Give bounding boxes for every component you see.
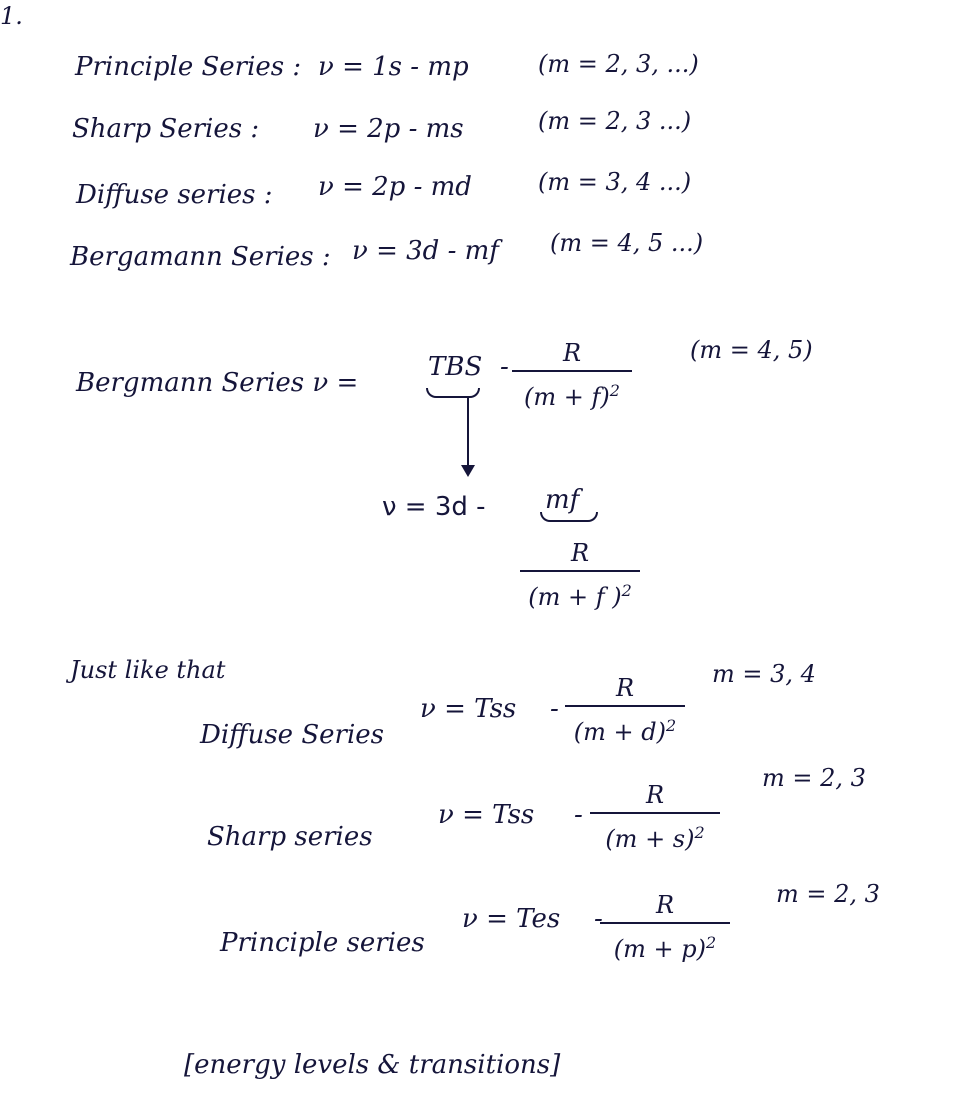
diffuse-label: Diffuse Series xyxy=(200,720,384,750)
sharp-minus: - xyxy=(574,800,583,830)
just-like-that: Just like that xyxy=(70,656,226,684)
diffuse-minus: - xyxy=(550,694,559,724)
bergmann-denominator: $(m + f)^2$ xyxy=(524,381,620,411)
series-range-bergamann: (m = 4, 5 ...) xyxy=(550,229,704,257)
fraction-bar xyxy=(590,812,720,814)
diffuse-lhs: ν = Tss xyxy=(420,694,517,724)
bergmann-range: (m = 4, 5) xyxy=(690,336,813,364)
bergmann-term: TBS xyxy=(428,352,483,382)
principle-range: m = 2, 3 xyxy=(776,880,880,908)
principle-lhs: ν = Tes xyxy=(462,904,561,934)
question-number: 1. xyxy=(0,2,23,30)
fraction-bar xyxy=(512,370,632,372)
bergmann-sub-fraction xyxy=(520,538,640,612)
diffuse-denominator: $(m + d)^2$ xyxy=(573,716,677,746)
diffuse-numerator: R xyxy=(615,674,635,702)
bergmann-sub-numerator: R xyxy=(570,539,590,567)
diffuse-range: m = 3, 4 xyxy=(712,660,816,688)
principle-minus: - xyxy=(594,904,603,934)
bergmann-numerator: R xyxy=(562,339,582,367)
footer-note: [energy levels & transitions] xyxy=(184,1050,561,1080)
series-formula-principle: ν = 1s - mp xyxy=(318,52,469,82)
series-name-bergamann: Bergamann Series : xyxy=(70,242,331,272)
series-formula-diffuse: ν = 2p - md xyxy=(318,172,472,202)
fraction-bar xyxy=(565,705,685,707)
fraction-bar xyxy=(520,570,640,572)
series-range-principle: (m = 2, 3, ...) xyxy=(538,50,699,78)
series-name-diffuse: Diffuse series : xyxy=(76,180,273,210)
bergmann-label: Bergmann Series ν = xyxy=(76,368,359,398)
bergmann-second-term: mf xyxy=(545,485,580,515)
series-formula-sharp: ν = 2p - ms xyxy=(313,114,464,144)
series-name-principle: Principle Series : xyxy=(75,52,302,82)
bergmann-second-term-brace xyxy=(540,512,598,522)
sharp-numerator: R xyxy=(645,781,665,809)
fraction-bar xyxy=(600,922,730,924)
sharp-denominator: $(m + s)^2$ xyxy=(605,823,705,853)
principle-fraction xyxy=(600,890,730,964)
diffuse-fraction xyxy=(565,673,685,747)
sharp-lhs: ν = Tss xyxy=(438,800,535,830)
bergmann-term-underline xyxy=(426,388,480,398)
principle-label: Principle series xyxy=(220,928,425,958)
principle-numerator: R xyxy=(655,891,675,919)
sharp-fraction xyxy=(590,780,720,854)
sharp-range: m = 2, 3 xyxy=(762,764,866,792)
bergmann-fraction xyxy=(512,338,632,412)
sharp-label: Sharp series xyxy=(207,822,373,852)
series-name-sharp: Sharp Series : xyxy=(72,114,260,144)
principle-denominator: $(m + p)^2$ xyxy=(613,933,717,963)
series-range-sharp: (m = 2, 3 ...) xyxy=(538,107,692,135)
series-formula-bergamann: ν = 3d - mf xyxy=(352,236,499,266)
bergmann-minus: - xyxy=(500,352,509,382)
bergmann-second-line: ν = 3d - xyxy=(382,492,486,522)
arrow-down-icon xyxy=(461,465,475,477)
arrow-shaft xyxy=(467,398,469,466)
series-range-diffuse: (m = 3, 4 ...) xyxy=(538,168,692,196)
bergmann-sub-denominator: (m + f )$^2$ xyxy=(528,581,632,611)
